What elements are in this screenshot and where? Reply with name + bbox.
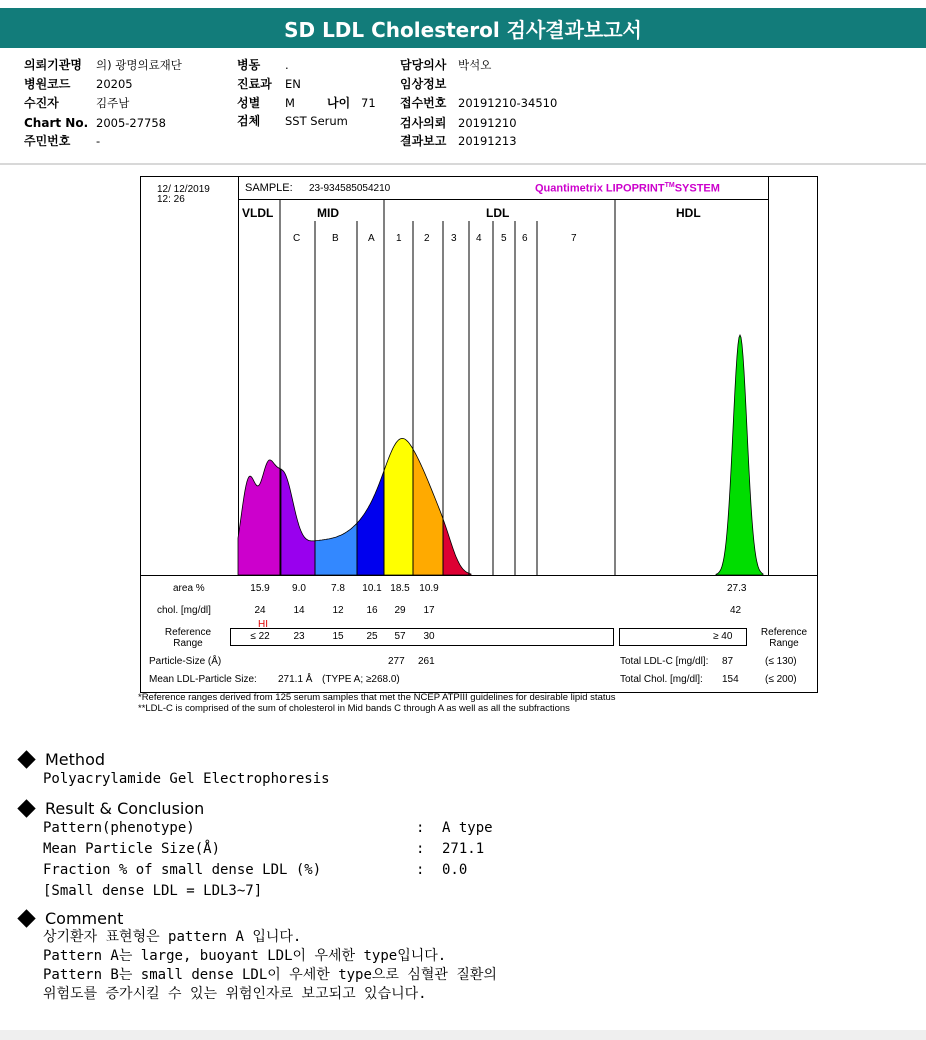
method-section bbox=[16, 750, 330, 790]
diamond-bullet-icon bbox=[17, 750, 35, 768]
band-label: 6 bbox=[522, 233, 528, 244]
ref-value: 57 bbox=[394, 631, 406, 642]
row-label-chol: chol. [mg/dl] bbox=[157, 605, 211, 616]
scan-date: 12/ 12/2019 bbox=[157, 184, 210, 195]
info-row: 주민번호 - bbox=[24, 134, 101, 148]
total-ldl-value: 87 bbox=[722, 656, 734, 667]
info-row: 수진자 김주남 bbox=[24, 96, 130, 110]
chol-value: 24 bbox=[254, 605, 266, 616]
chol-value: 17 bbox=[423, 605, 435, 616]
ldl1-fill bbox=[384, 438, 413, 575]
mid-b-fill bbox=[315, 523, 357, 575]
info-row: 접수번호 20191210-34510 bbox=[400, 96, 558, 110]
chol-value: 12 bbox=[332, 605, 344, 616]
total-ldl-label: Total LDL-C [mg/dl]: bbox=[620, 656, 709, 667]
total-chol-ref: (≤ 200) bbox=[765, 674, 797, 685]
frame-line bbox=[141, 575, 817, 576]
footnotes bbox=[138, 692, 616, 714]
footnote: *Reference ranges derived from 125 serum samples that met the NCEP ATPIII guidelines for desirable lipid status bbox=[138, 692, 616, 703]
chol-value: 16 bbox=[366, 605, 378, 616]
bottom-bar bbox=[0, 1030, 926, 1040]
total-ldl-ref: (≤ 130) bbox=[765, 656, 797, 667]
info-row: 진료과 EN bbox=[237, 77, 301, 91]
info-row: 성별 M bbox=[237, 96, 295, 110]
lipoprint-panel bbox=[140, 176, 818, 693]
system-brand: Quantimetrix LIPOPRINT™SYSTEM bbox=[535, 182, 720, 195]
hdl-ref: ≥ 40 bbox=[713, 631, 733, 642]
hdl-chol: 42 bbox=[730, 605, 742, 616]
info-row: 병원코드 20205 bbox=[24, 77, 133, 91]
sample-label: SAMPLE: bbox=[245, 182, 293, 194]
result-row: Pattern(phenotype) : A type bbox=[43, 820, 493, 836]
group-ldl: LDL bbox=[486, 206, 510, 220]
ref-value: 25 bbox=[366, 631, 378, 642]
result-row: Mean Particle Size(Å) : 271.1 bbox=[43, 841, 485, 857]
scan-time: 12: 26 bbox=[157, 194, 185, 205]
band-label: 5 bbox=[501, 233, 507, 244]
info-row: 병동 . bbox=[237, 58, 289, 72]
ref-value: 15 bbox=[332, 631, 344, 642]
comment-line: Pattern A는 large, buoyant LDL이 우세한 type입니다. bbox=[43, 948, 447, 964]
ldl2-fill bbox=[413, 449, 443, 575]
mid-a-fill bbox=[357, 471, 384, 575]
info-row: 검체 SST Serum bbox=[237, 114, 348, 128]
band-label: 2 bbox=[424, 233, 430, 244]
band-label: 4 bbox=[476, 233, 482, 244]
mean-ldl-type: (TYPE A; ≥268.0) bbox=[322, 674, 400, 685]
method-heading: Method bbox=[16, 750, 330, 769]
info-row: 의뢰기관명 의) 광명의료재단 bbox=[24, 58, 182, 72]
ref-value: 23 bbox=[293, 631, 305, 642]
band-label: 3 bbox=[451, 233, 457, 244]
patient-info bbox=[0, 56, 926, 164]
info-row: 담당의사 박석오 bbox=[400, 58, 492, 72]
mean-ldl-label: Mean LDL-Particle Size: bbox=[149, 674, 257, 685]
row-label-ref-right: Reference Range bbox=[760, 627, 808, 649]
mean-ldl-value: 271.1 Å bbox=[278, 674, 313, 685]
chol-value: 14 bbox=[293, 605, 305, 616]
band-label: C bbox=[293, 233, 301, 244]
vldl-fill bbox=[238, 460, 281, 575]
result-rows bbox=[16, 818, 493, 902]
electropherogram bbox=[141, 177, 817, 577]
sample-id: 23-934585054210 bbox=[309, 183, 391, 194]
particle-size: 261 bbox=[418, 656, 435, 667]
comment-line: 위험도를 증가시킬 수 있는 위험인자로 보고되고 있습니다. bbox=[43, 986, 427, 1002]
area-value: 9.0 bbox=[292, 583, 306, 594]
hdl-area: 27.3 bbox=[727, 583, 747, 594]
diamond-bullet-icon bbox=[17, 909, 35, 927]
area-value: 7.8 bbox=[331, 583, 345, 594]
hi-flag: HI bbox=[258, 619, 268, 630]
area-value: 18.5 bbox=[390, 583, 410, 594]
comment-lines bbox=[16, 928, 497, 1004]
band-label: 7 bbox=[571, 233, 577, 244]
band-label: A bbox=[368, 233, 375, 244]
result-section bbox=[16, 799, 493, 902]
area-value: 10.9 bbox=[419, 583, 439, 594]
particle-size-label: Particle-Size (Å) bbox=[149, 656, 222, 667]
comment-line: Pattern B는 small dense LDL이 우세한 type으로 심혈관 질환의 bbox=[43, 967, 497, 983]
result-note: [Small dense LDL = LDL3~7] bbox=[43, 883, 263, 899]
hdl-fill bbox=[716, 335, 763, 575]
result-row: Fraction % of small dense LDL (%) : 0.0 bbox=[43, 862, 468, 878]
particle-size: 277 bbox=[388, 656, 405, 667]
report-title: SD LDL Cholesterol 검사결과보고서 bbox=[0, 8, 926, 48]
total-chol-label: Total Chol. [mg/dl]: bbox=[620, 674, 703, 685]
total-chol-value: 154 bbox=[722, 674, 739, 685]
method-text: Polyacrylamide Gel Electrophoresis bbox=[43, 771, 330, 787]
row-label-area: area % bbox=[173, 583, 205, 594]
comment-section bbox=[16, 909, 497, 1004]
info-row: 검사의뢰 20191210 bbox=[400, 116, 517, 130]
comment-line: 상기환자 표현형은 pattern A 입니다. bbox=[43, 929, 302, 945]
band-label: 1 bbox=[396, 233, 402, 244]
info-row: 임상정보 bbox=[400, 77, 447, 91]
ref-value: ≤ 22 bbox=[250, 631, 270, 642]
chol-value: 29 bbox=[394, 605, 406, 616]
info-row: Chart No. 2005-27758 bbox=[24, 116, 166, 130]
group-vldl: VLDL bbox=[242, 206, 274, 220]
area-value: 15.9 bbox=[250, 583, 270, 594]
band-label: B bbox=[332, 233, 339, 244]
mid-c-fill bbox=[281, 469, 315, 575]
divider bbox=[0, 163, 926, 165]
info-row-age: 나이 71 bbox=[327, 96, 376, 110]
area-value: 10.1 bbox=[362, 583, 382, 594]
info-row: 결과보고 20191213 bbox=[400, 134, 517, 148]
diamond-bullet-icon bbox=[17, 799, 35, 817]
comment-heading: Comment bbox=[16, 909, 497, 928]
row-label-ref: Reference Range bbox=[164, 627, 212, 649]
result-heading: Result & Conclusion bbox=[16, 799, 321, 818]
ldl3-fill bbox=[443, 519, 471, 575]
group-mid: MID bbox=[317, 206, 339, 220]
ref-value: 30 bbox=[423, 631, 435, 642]
footnote: **LDL-C is comprised of the sum of cholesterol in Mid bands C through A as well as all the subfractions bbox=[138, 703, 570, 714]
group-hdl: HDL bbox=[676, 206, 701, 220]
